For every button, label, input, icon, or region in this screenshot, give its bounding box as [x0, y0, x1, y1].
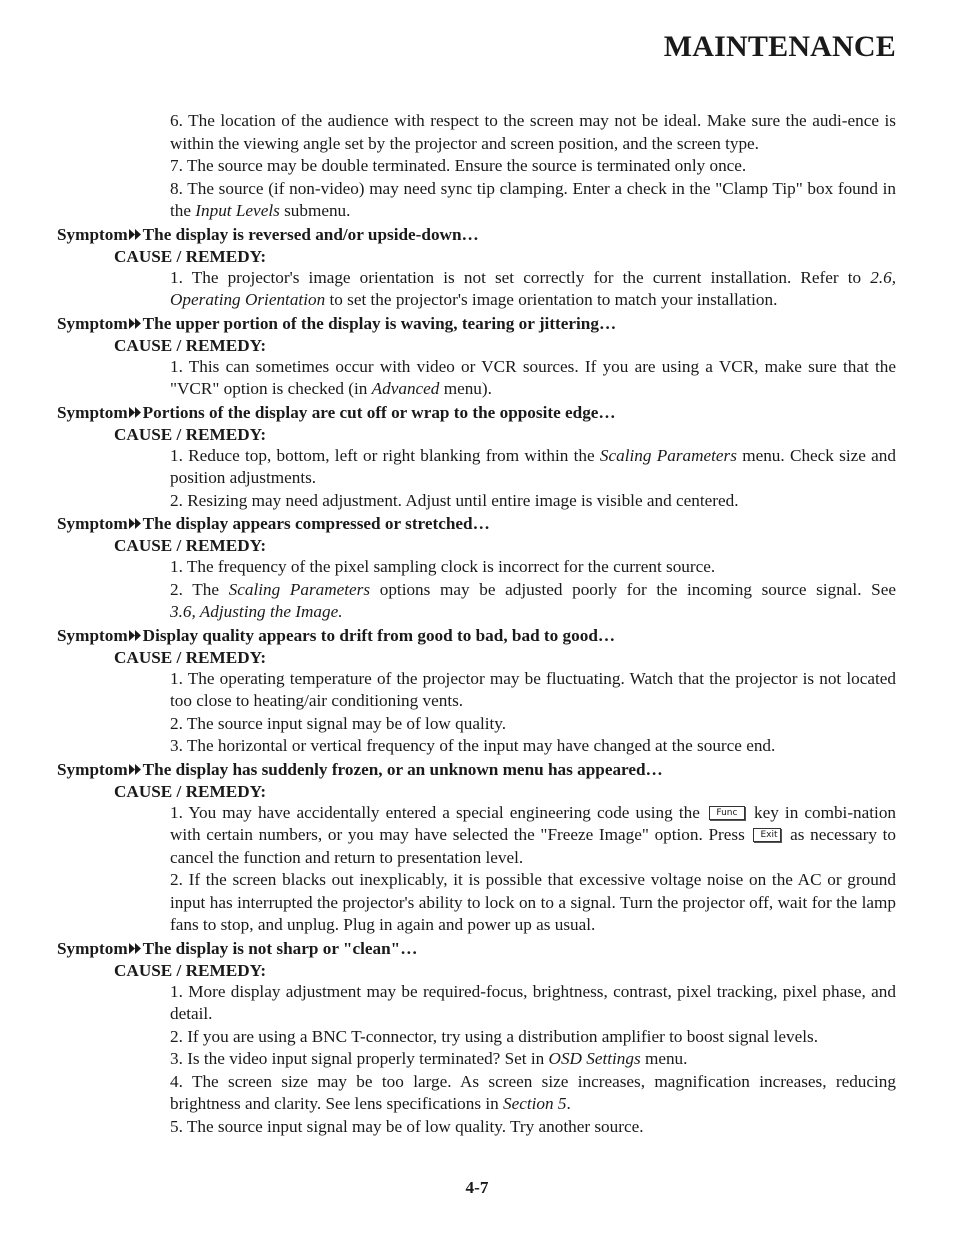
remedy-item: 1. The projector's image orientation is not set correctly for the current installation. Refer to 2.6, Operating Orientation to set the projector's image orientation to match your installation.	[170, 267, 896, 309]
exit-key-icon: Exit	[753, 828, 781, 842]
double-right-arrow-icon	[129, 764, 142, 775]
symptom-label: Symptom	[57, 514, 128, 533]
remedy-item: 8. The source (if non-video) may need sync tip clamping. Enter a check in the "Clamp Tip" box found in the Input Levels submenu.	[170, 178, 896, 220]
symptom-heading	[57, 759, 896, 781]
symptom-heading	[57, 938, 896, 960]
symptom-heading	[57, 402, 896, 424]
symptom-title: Display quality appears to drift from good to bad, bad to good…	[142, 625, 616, 645]
remedy-item: 1. The frequency of the pixel sampling clock is incorrect for the current source.	[170, 557, 716, 576]
remedy-item: 3. Is the video input signal properly terminated? Set in OSD Settings menu.	[170, 1049, 688, 1068]
symptom-title: The display appears compressed or stretched…	[142, 514, 490, 533]
cause-remedy-heading: CAUSE / REMEDY:	[114, 536, 267, 555]
double-right-arrow-icon	[129, 518, 142, 529]
cause-remedy-heading: CAUSE / REMEDY:	[114, 335, 267, 355]
symptom-label: Symptom	[57, 938, 128, 958]
remedy-item: 2. The Scaling Parameters options may be adjusted poorly for the incoming source signal. See 3.6, Adjusting the Image.	[170, 579, 896, 621]
symptom-label: Symptom	[57, 313, 128, 333]
symptom-title: The display is reversed and/or upside-down…	[142, 224, 479, 244]
double-right-arrow-icon	[129, 318, 142, 329]
remedy-item: 1. You may have accidentally entered a special engineering code using the Func key in combi-nation with certain numbers, or you may have selected the "Freeze Image" option. Press Exit as necessary to cancel the function and return to presentation level.	[170, 802, 897, 867]
page-number: 4-7	[465, 1178, 489, 1197]
symptom-title: The display has suddenly frozen, or an unknown menu has appeared…	[142, 759, 663, 779]
remedy-item: 5. The source input signal may be of low quality. Try another source.	[170, 1116, 644, 1136]
double-right-arrow-icon	[129, 943, 142, 954]
symptom-heading	[57, 625, 896, 647]
symptom-label: Symptom	[57, 224, 128, 244]
remedy-item: 2. If you are using a BNC T-connector, try using a distribution amplifier to boost signal levels.	[170, 1026, 819, 1046]
remedy-item: 1. More display adjustment may be required-focus, brightness, contrast, pixel tracking, pixel phase, and detail.	[170, 981, 896, 1023]
cause-remedy-heading: CAUSE / REMEDY:	[114, 246, 267, 266]
remedy-item: 1. This can sometimes occur with video or VCR sources. If you are using a VCR, make sure that the "VCR" option is checked (in Advanced menu).	[170, 356, 896, 398]
symptom-title: The upper portion of the display is waving, tearing or jittering…	[142, 313, 617, 333]
remedy-item: 1. Reduce top, bottom, left or right blanking from within the Scaling Parameters menu. Check size and position adjustments.	[170, 445, 896, 487]
remedy-item: 2. The source input signal may be of low quality.	[170, 713, 507, 733]
symptom-label: Symptom	[57, 402, 128, 422]
cause-remedy-heading: CAUSE / REMEDY:	[114, 424, 267, 444]
remedy-item: 1. The operating temperature of the projector may be fluctuating. Watch that the projector is not located too close to heating/air conditioning vents.	[170, 668, 896, 710]
symptom-title: The display is not sharp or "clean"…	[142, 938, 418, 958]
page-title: MAINTENANCE	[663, 30, 896, 63]
symptom-title: Portions of the display are cut off or wrap to the opposite edge…	[142, 402, 616, 422]
remedy-item: 2. Resizing may need adjustment. Adjust until entire image is visible and centered.	[170, 490, 739, 510]
cause-remedy-heading: CAUSE / REMEDY:	[114, 781, 267, 801]
symptom-label: Symptom	[57, 759, 128, 779]
remedy-item: 4. The screen size may be too large. As screen size increases, magnification increases, reducing brightness and clarity. See lens specifications in Section 5.	[170, 1071, 896, 1113]
double-right-arrow-icon	[129, 229, 142, 240]
remedy-item: 2. If the screen blacks out inexplicably, it is possible that excessive voltage noise on the AC or ground input has interrupted the projector's ability to lock on to a signal. Turn the projector off, wait for the lamp fans to stop, and unplug. Plug in again and power up as usual.	[170, 870, 896, 934]
symptom-heading	[57, 513, 896, 535]
troubleshooting-content	[57, 110, 896, 1138]
symptom-heading	[57, 224, 896, 246]
double-right-arrow-icon	[129, 407, 142, 418]
cause-remedy-heading: CAUSE / REMEDY:	[114, 960, 267, 980]
func-key-icon: Func	[709, 806, 745, 820]
remedy-item: 6. The location of the audience with respect to the screen may not be ideal. Make sure the audi-ence is within the viewing angle set by the projector and screen position, and the screen type.	[170, 111, 896, 153]
remedy-item: 3. The horizontal or vertical frequency of the input may have changed at the source end.	[170, 736, 776, 755]
symptom-heading	[57, 313, 896, 335]
cause-remedy-heading: CAUSE / REMEDY:	[114, 647, 267, 667]
remedy-item: 7. The source may be double terminated. Ensure the source is terminated only once.	[170, 156, 747, 175]
symptom-label: Symptom	[57, 625, 128, 645]
double-right-arrow-icon	[129, 630, 142, 641]
